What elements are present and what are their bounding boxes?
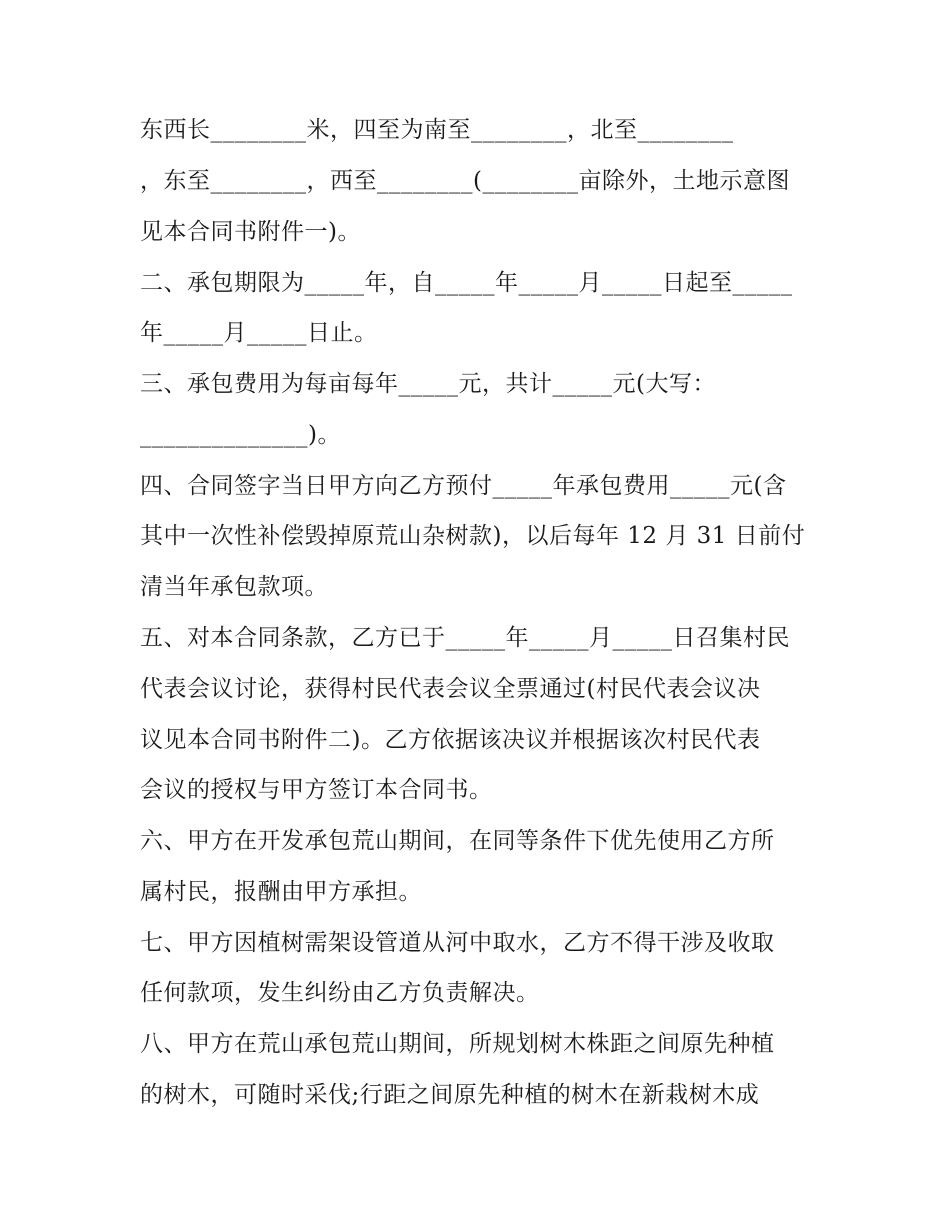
text-line: 议见本合同书附件二)。乙方依据该决议并根据该次村民代表	[140, 727, 761, 753]
text-line: 三、承包费用为每亩每年_____元，共计_____元(大写：	[140, 371, 716, 397]
text-line: 二、承包期限为_____年，自_____年_____月_____日起至_____	[140, 270, 793, 296]
text-line: 清当年承包款项。	[140, 574, 328, 600]
text-line: 五、对本合同条款，乙方已于_____年_____月_____日召集村民	[140, 625, 790, 651]
text-line: 七、甲方因植树需架设管道从河中取水，乙方不得干涉及收取	[140, 930, 775, 956]
text-line: 任何款项，发生纠纷由乙方负责解决。	[140, 980, 540, 1006]
text-line: ，东至________，西至________(________亩除外，土地示意图	[140, 168, 790, 194]
text-line: 的树木，可随时采伐;行距之间原先种植的树木在新栽树木成	[140, 1082, 760, 1108]
text-line: 属村民，报酬由甲方承担。	[140, 879, 422, 905]
text-line: ______________)。	[140, 422, 341, 448]
text-line: 代表会议讨论，获得村民代表会议全票通过(村民代表会议决	[140, 676, 761, 702]
text-line: 东西长________米，四至为南至________，北至________	[140, 117, 734, 143]
text-line: 会议的授权与甲方签订本合同书。	[140, 777, 493, 803]
text-line: 见本合同书附件一)。	[140, 219, 361, 245]
text-line: 年_____月_____日止。	[140, 320, 378, 346]
text-line: 八、甲方在荒山承包荒山期间，所规划树木株距之间原先种植	[140, 1031, 775, 1057]
text-line: 其中一次性补偿毁掉原荒山杂树款)，以后每年 12 月 31 日前付	[140, 523, 806, 549]
text-line: 四、合同签字当日甲方向乙方预付_____年承包费用_____元(含	[140, 473, 787, 499]
text-line: 六、甲方在开发承包荒山期间，在同等条件下优先使用乙方所	[140, 828, 775, 854]
